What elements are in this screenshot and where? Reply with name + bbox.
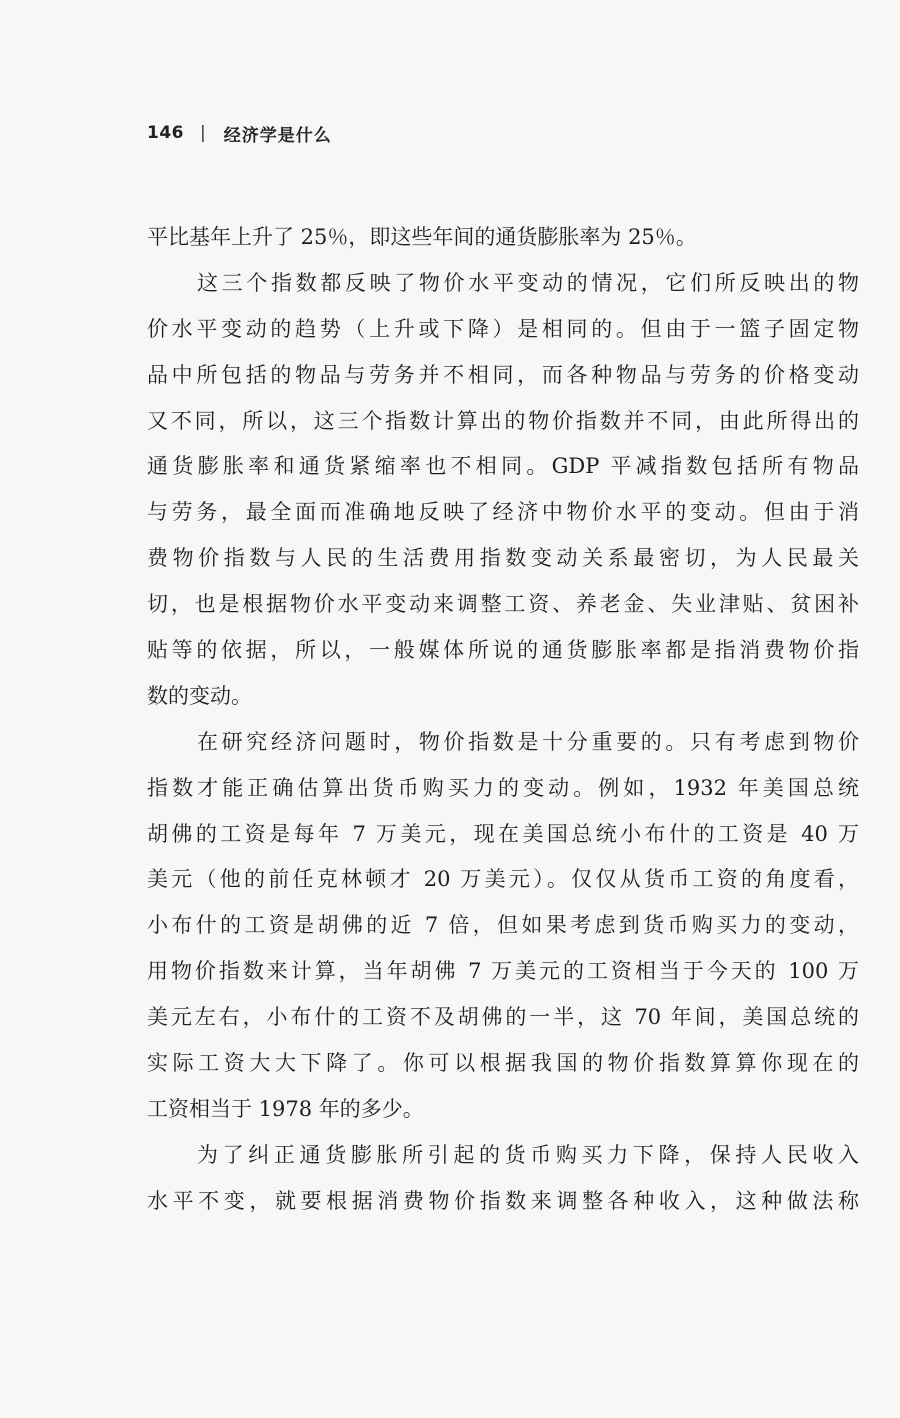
- paragraph: [147, 268, 859, 727]
- paragraph: [147, 727, 859, 1140]
- paragraph: [147, 1140, 859, 1232]
- text-line: 工资相当于 1978 年的多少。: [147, 1096, 424, 1121]
- body-text: [147, 222, 859, 1232]
- text-line: 费物价指数与人民的生活费用指数变动关系最密切，为人民最关: [147, 546, 859, 571]
- text-line: 平比基年上升了 25％，即这些年间的通货膨胀率为 25％。: [147, 225, 697, 249]
- text-line: 通货膨胀率和通货紧缩率也不相同。GDP 平减指数包括所有物品: [147, 454, 859, 479]
- text-line: 实际工资大大下降了。你可以根据我国的物价指数算算你现在的: [147, 1051, 859, 1076]
- text-line: 用物价指数来计算，当年胡佛 7 万美元的工资相当于今天的 100 万: [147, 959, 859, 984]
- text-line: 数的变动。: [147, 683, 252, 708]
- text-line: 这三个指数都反映了物价水平变动的情况，它们所反映出的物: [197, 270, 859, 295]
- text-line: 价水平变动的趋势（上升或下降）是相同的。但由于一篮子固定物: [147, 316, 859, 341]
- text-line: 胡佛的工资是每年 7 万美元，现在美国总统小布什的工资是 40 万: [147, 821, 859, 846]
- text-line: 又不同，所以，这三个指数计算出的物价指数并不同，由此所得出的: [147, 408, 859, 433]
- page-number: 146: [147, 123, 184, 143]
- text-line: 美元左右，小布什的工资不及胡佛的一半，这 70 年间，美国总统的: [147, 1005, 859, 1030]
- book-title: 经济学是什么: [223, 125, 332, 146]
- text-line: 水平不变，就要根据消费物价指数来调整各种收入，这种做法称: [147, 1188, 859, 1213]
- running-header: [147, 119, 332, 147]
- header-divider: |: [200, 123, 206, 143]
- text-line: 指数才能正确估算出货币购买力的变动。例如，1932 年美国总统: [147, 775, 859, 800]
- text-line: 小布什的工资是胡佛的近 7 倍，但如果考虑到货币购买力的变动，: [147, 913, 859, 938]
- paragraph: [147, 222, 859, 268]
- text-line: 在研究经济问题时，物价指数是十分重要的。只有考虑到物价: [197, 729, 859, 754]
- text-line: 为了纠正通货膨胀所引起的货币购买力下降，保持人民收入: [197, 1142, 859, 1167]
- text-line: 与劳务，最全面而准确地反映了经济中物价水平的变动。但由于消: [147, 500, 859, 525]
- text-line: 贴等的依据，所以，一般媒体所说的通货膨胀率都是指消费物价指: [147, 638, 859, 663]
- text-line: 切，也是根据物价水平变动来调整工资、养老金、失业津贴、贫困补: [147, 592, 859, 617]
- text-line: 品中所包括的物品与劳务并不相同，而各种物品与劳务的价格变动: [147, 362, 859, 387]
- text-line: 美元（他的前任克林顿才 20 万美元）。仅仅从货币工资的角度看，: [147, 867, 859, 892]
